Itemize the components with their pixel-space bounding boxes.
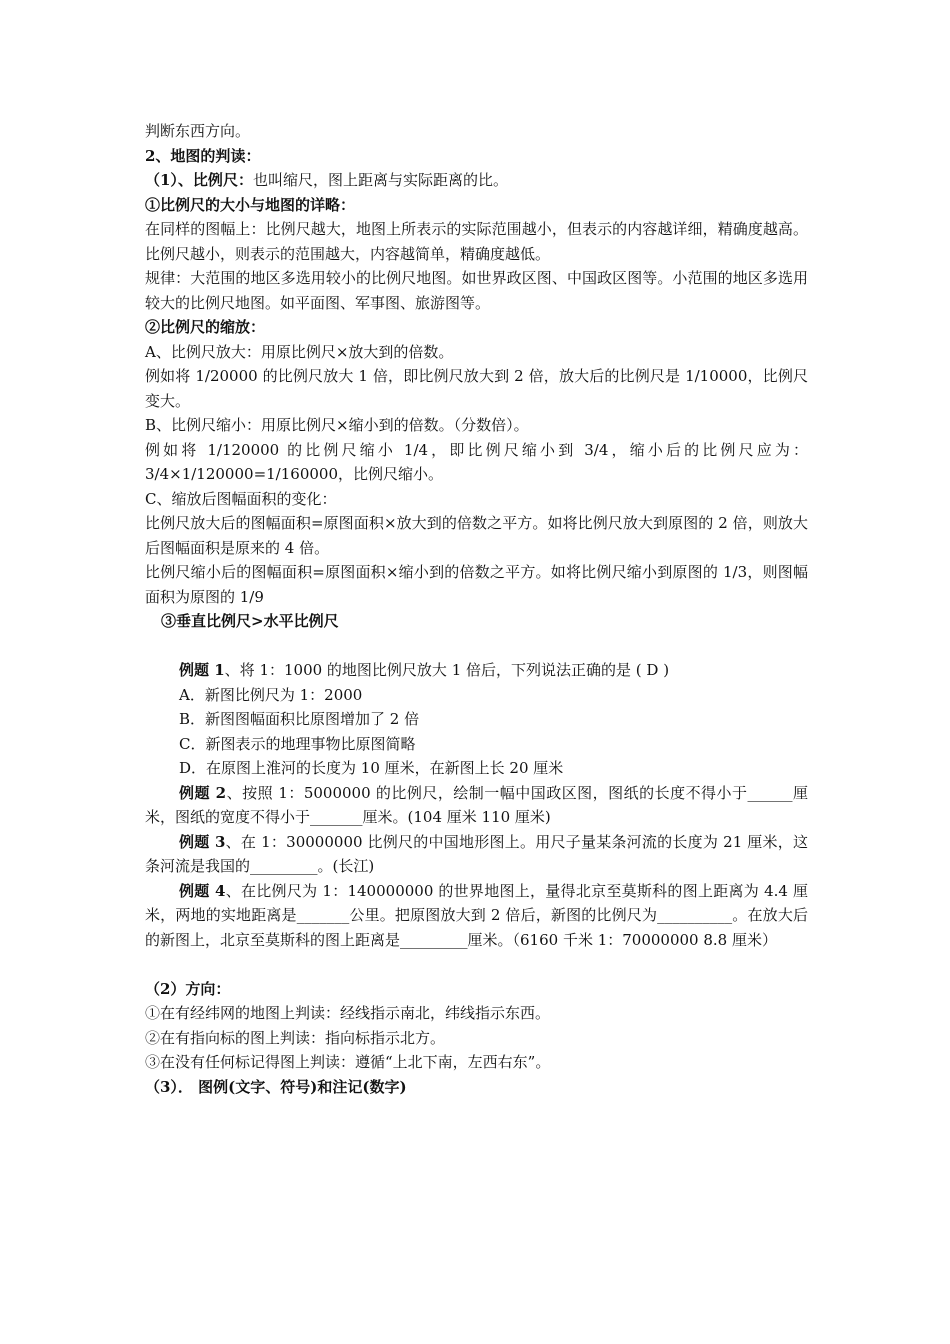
scale-definition — [145, 168, 808, 193]
example-text: 、将 1：1000 的地图比例尺放大 1 倍后，下列说法正确的是 ( D ) — [224, 661, 670, 679]
paragraph: A、比例尺放大：用原比例尺×放大到的倍数。 — [145, 342, 454, 361]
document-body — [145, 119, 808, 1099]
example-4 — [145, 879, 808, 953]
paragraph: C、缩放后图幅面积的变化： — [145, 489, 337, 508]
subsection-heading: ②比例尺的缩放： — [145, 318, 266, 336]
subsection-heading: （1）、比例尺： — [145, 171, 253, 189]
paragraph: ③在没有任何标记得图上判读：遵循“上北下南，左西右东”。 — [145, 1053, 551, 1071]
example-text: 、在比例尺为 1：140000000 的世界地图上，量得北京至莫斯科的图上距离为 4.4 厘米，两地的实地距离是_______公里。把原图放大到 2 倍后，新图的比例尺为__________。在放大后的新图上，北京至莫斯科的图上距离是_________厘米。（6160 千米 1：70000000 8.8 厘米） — [145, 881, 808, 949]
example-text: 、按照 1：5000000 的比例尺，绘制一幅中国政区图，图纸的长度不得小于______厘米，图纸的宽度不得小于_______厘米。(104 厘米 110 厘米) — [145, 783, 808, 826]
text-line: 判断东西方向。 — [145, 122, 251, 140]
option-d: D．在原图上淮河的长度为 10 厘米，在新图上长 20 厘米 — [179, 759, 564, 777]
example-2 — [145, 781, 808, 830]
example-text: 、在 1：30000000 比例尺的中国地形图上。用尺子量某条河流的长度为 21 厘米，这条河流是我国的_________。(长江) — [145, 832, 808, 875]
spacer — [145, 634, 808, 659]
example-label: 例题 2 — [179, 783, 227, 802]
paragraph: B、比例尺缩小：用原比例尺×缩小到的倍数。（分数倍）。 — [145, 416, 529, 434]
paragraph: 在同样的图幅上：比例尺越大，地图上所表示的实际范围越小，但表示的内容越详细，精确度越高。比例尺越小，则表示的范围越大，内容越简单，精确度越低。 — [145, 220, 808, 263]
option-c: C．新图表示的地理事物比原图简略 — [179, 734, 416, 753]
spacer — [145, 952, 808, 977]
subsection-heading: ③垂直比例尺>水平比例尺 — [161, 612, 339, 630]
example-label: 例题 3 — [179, 832, 226, 851]
paragraph: 比例尺放大后的图幅面积=原图面积×放大到的倍数之平方。如将比例尺放大到原图的 2 倍，则放大后图幅面积是原来的 4 倍。 — [145, 514, 808, 557]
paragraph: 比例尺缩小后的图幅面积=原图面积×缩小到的倍数之平方。如将比例尺缩小到原图的 1/3，则图幅面积为原图的 1/9 — [145, 563, 808, 606]
paragraph: 规律：大范围的地区多选用较小的比例尺地图。如世界政区图、中国政区图等。小范围的地区多选用较大的比例尺地图。如平面图、军事图、旅游图等。 — [145, 269, 808, 312]
subsection-heading: （3）． 图例(文字、符号)和注记(数字) — [145, 1077, 407, 1096]
example-3 — [145, 830, 808, 879]
definition-text: 也叫缩尺，图上距离与实际距离的比。 — [252, 171, 508, 189]
paragraph: ①在有经纬网的地图上判读：经线指示南北，纬线指示东西。 — [145, 1004, 551, 1022]
option-b: B．新图图幅面积比原图增加了 2 倍 — [179, 710, 420, 728]
subsection-heading: （2）方向： — [145, 979, 231, 998]
paragraph: 例如将 1/20000 的比例尺放大 1 倍，即比例尺放大到 2 倍，放大后的比例尺是 1/10000，比例尺变大。 — [145, 367, 808, 410]
example-1 — [145, 658, 808, 683]
paragraph: 例如将 1/120000 的比例尺缩小 1/4，即比例尺缩小到 3/4，缩小后的比例尺应为：3/4×1/120000=1/160000，比例尺缩小。 — [145, 440, 808, 483]
option-a: A．新图比例尺为 1：2000 — [179, 685, 363, 704]
section-heading: 2、地图的判读： — [145, 146, 261, 165]
example-label: 例题 1 — [179, 661, 225, 679]
subsection-heading: ①比例尺的大小与地图的详略： — [145, 195, 356, 214]
example-label: 例题 4 — [179, 881, 226, 900]
paragraph: ②在有指向标的图上判读：指向标指示北方。 — [145, 1028, 446, 1047]
